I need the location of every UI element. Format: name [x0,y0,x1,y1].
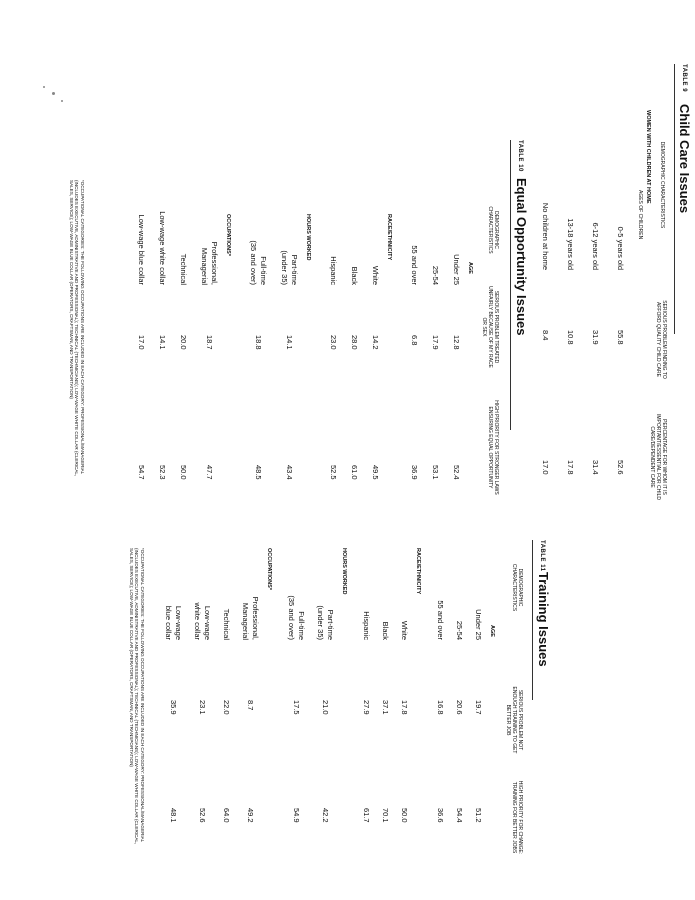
training-footnote: *OCCUPATIONAL CATEGORIES: THE FOLLOWING OCCUPATIONS ARE INCLUDED IN EACH CATEGORY: PROFESSIONAL/MANAGERIAL (INCLUDES EXECUTIVE, ADMINISTRATIVE AND PROFESSIONAL); TECHNICAL (TECHNICIANS); LOW-WAGE WHITE COLLAR (CLERICAL, SALES, SERVICE); LOW-WAGE BLUE COLLAR (OPERATORS, CRAFTSMAN, AND TRANSPORTATION) [128,548,145,845]
training-value-a: 20.6 [455,700,464,715]
equal-opp-value-b: 47.7 [205,465,214,480]
equal-opp-value-b: 52.5 [329,465,338,480]
equal-opp-row-label: Under 25 [452,254,461,285]
equal-opp-title-rule [510,140,511,430]
equal-opp-value-a: 6.8 [410,335,419,346]
equal-opp-col-demo: DEMOGRAPHIC CHARACTERISTICS [487,206,499,254]
training-value-b: 54.4 [455,808,464,823]
equal-opp-value-a: 18.8 [254,335,263,350]
child-care-value-b: 17.0 [541,460,550,475]
training-row-label-2: blue collar [164,605,173,640]
equal-opp-value-b: 52.4 [452,465,461,480]
training-row-label-2: Managerial [241,602,250,640]
training-value-a: 19.7 [474,700,483,715]
equal-opp-footnote: *OCCUPATIONAL CATEGORIES: THE FOLLOWING OCCUPATIONS ARE INCLUDED IN EACH CATEGORY: PROFESSIONAL/MANAGERIAL (INCLUDES EXECUTIVE, ADMINISTRATIVE AND PROFESSIONAL); TECHNICAL (TECHNICIANS); LOW-WAGE WHITE COLLAR (CLERICAL, SALES, SERVICE); LOW-WAGE BLUE COLLAR (OPERATORS, CRAFTSMAN, AND TRANSPORTATION) [68,180,85,477]
child-care-value-a: 8.4 [541,330,550,341]
training-value-a: 16.8 [436,700,445,715]
equal-opp-value-b: 43.4 [285,465,294,480]
equal-opp-section: RACE/ETHNICITY [386,214,392,261]
training-col-a: SERIOUS PROBLEM NOT ENOUGH TRAINING TO GET BETTER JOB [505,686,523,754]
training-row-label: 55 and over [436,600,445,640]
equal-opp-row-label: White [371,265,380,285]
child-care-section: WOMEN WITH CHILDREN AT HOME [645,110,651,204]
training-value-b: 51.2 [474,808,483,823]
equal-opp-row-label-2: (35 and over) [249,240,258,285]
equal-opp-row-label: Black [350,266,359,285]
training-value-b: 50.0 [400,808,409,823]
equal-opp-row-label: Part-time [290,254,299,285]
training-section: HOURS WORKED [341,548,347,595]
training-row-label: Technical [222,608,231,640]
training-value-a: 17.5 [292,700,301,715]
training-value-b: 52.6 [198,808,207,823]
training-row-label: Professional, [251,596,260,640]
training-title-rule [532,540,533,700]
child-care-value-b: 52.6 [616,460,625,475]
equal-opp-col-b: HIGH PRIORITY FOR STRONGER LAWS ENSURING EQUAL OPPORTUNITY [487,400,499,495]
equal-opp-value-a: 23.0 [329,335,338,350]
training-value-a: 35.9 [169,700,178,715]
equal-opp-value-a: 12.8 [452,335,461,350]
equal-opp-row-label: Hispanic [329,256,338,285]
equal-opp-section: AGE [467,262,473,274]
equal-opp-value-b: 36.9 [410,465,419,480]
equal-opp-value-a: 14.1 [158,335,167,350]
equal-opp-value-b: 54.7 [137,465,146,480]
equal-opp-value-b: 48.5 [254,465,263,480]
training-value-a: 37.1 [381,700,390,715]
child-care-row-label: 0-5 years old [616,226,625,270]
training-row-label: Hispanic [362,611,371,640]
equal-opp-value-b: 49.5 [371,465,380,480]
training-row-label-2: white collar [193,602,202,640]
training-row-label: 25-54 [455,620,464,640]
training-value-a: 8.7 [246,700,255,711]
child-care-col-a: SERIOUS PROBLEM FINDING TO AFFORD QUALITY CHILD CARE [655,300,667,379]
training-table-label: TABLE 11 [539,540,545,572]
training-row-label: Low-wage [203,605,212,640]
training-row-label-2: (under 35) [316,605,325,640]
child-care-row-label: No children at home [541,202,550,270]
training-table-title: Training Issues [536,572,551,667]
equal-opp-value-b: 50.0 [179,465,188,480]
equal-opp-value-b: 53.1 [431,465,440,480]
child-care-value-b: 17.8 [566,460,575,475]
child-care-section-sub: AGES OF CHILDREN [637,190,643,240]
equal-opp-row-label: 25-54 [431,265,440,285]
child-care-col-demo: DEMOGRAPHIC CHARACTERISTICS [659,141,665,229]
equal-opp-row-label: Low-wage blue collar [137,214,146,285]
training-value-a: 27.9 [362,700,371,715]
equal-opp-value-a: 20.0 [179,335,188,350]
equal-opp-col-a: SERIOUS PROBLEM TREATED UNFAIRLY BECAUSE OF MY RACE OR SEX [481,286,499,368]
child-care-value-a: 10.8 [566,330,575,345]
training-row-label: Under 25 [474,609,483,640]
equal-opp-value-a: 18.7 [205,335,214,350]
scan-speck [61,100,63,102]
training-section: AGE [489,625,495,637]
equal-opp-value-a: 14.1 [285,335,294,350]
training-value-b: 54.9 [292,808,301,823]
equal-opp-row-label: Full-time [259,256,268,285]
training-row-label: Low-wage [174,605,183,640]
training-value-b: 42.2 [321,808,330,823]
child-care-value-a: 55.8 [616,330,625,345]
equal-opp-row-label: 55 and over [410,245,419,285]
child-care-table-label: TABLE 9 [681,64,687,93]
training-section: OCCUPATIONS* [266,548,272,590]
equal-opp-table-title: Equal Opportunity Issues [514,178,529,336]
training-row-label: Black [381,621,390,640]
training-col-b: HIGH PRIORITY FOR CHANGE: TRAINING FOR BETTER JOBS [511,780,523,855]
child-care-row-label: 6-12 years old [591,222,600,270]
training-col-demo: DEMOGRAPHIC CHARACTERISTICS [511,563,523,612]
equal-opp-value-b: 52.3 [158,465,167,480]
training-value-a: 17.8 [400,700,409,715]
training-value-b: 70.1 [381,808,390,823]
training-value-b: 49.2 [246,808,255,823]
equal-opp-value-a: 17.9 [431,335,440,350]
equal-opp-value-b: 61.0 [350,465,359,480]
training-section: RACE/ETHNICITY [415,548,421,595]
equal-opp-row-label: Technical [179,253,188,285]
equal-opp-section: HOURS WORKED [305,214,311,261]
equal-opp-row-label: Professional, [210,241,219,285]
training-row-label-2: (35 and over) [287,595,296,640]
child-care-row-label: 13-18 years old [566,218,575,270]
training-value-a: 22.0 [222,700,231,715]
scan-speck [52,92,55,95]
child-care-col-b: PERCENTAGE FOR WHOM IT IS IMPORTANT/ESSENTIAL FOR CHILD CARE/DEPENDENT CARE [649,413,667,501]
training-row-label: Full-time [297,611,306,640]
child-care-title-rule [674,64,675,334]
equal-opp-table-label: TABLE 10 [517,140,523,172]
child-care-value-a: 31.9 [591,330,600,345]
training-value-b: 61.7 [362,808,371,823]
training-row-label: Part-time [326,609,335,640]
child-care-value-b: 31.4 [591,460,600,475]
equal-opp-row-label: Low-wage white collar [158,211,167,285]
training-value-a: 23.1 [198,700,207,715]
equal-opp-value-a: 28.0 [350,335,359,350]
equal-opp-value-a: 14.2 [371,335,380,350]
equal-opp-section: OCCUPATIONS* [225,214,231,256]
training-value-a: 21.0 [321,700,330,715]
child-care-table-title: Child Care Issues [677,104,692,214]
equal-opp-value-a: 17.0 [137,335,146,350]
equal-opp-row-label-2: Managerial [200,247,209,285]
training-value-b: 64.0 [222,808,231,823]
training-value-b: 48.1 [169,808,178,823]
scan-speck [43,86,45,88]
training-row-label: White [400,620,409,640]
training-value-b: 36.6 [436,808,445,823]
equal-opp-row-label-2: (under 35) [280,250,289,285]
